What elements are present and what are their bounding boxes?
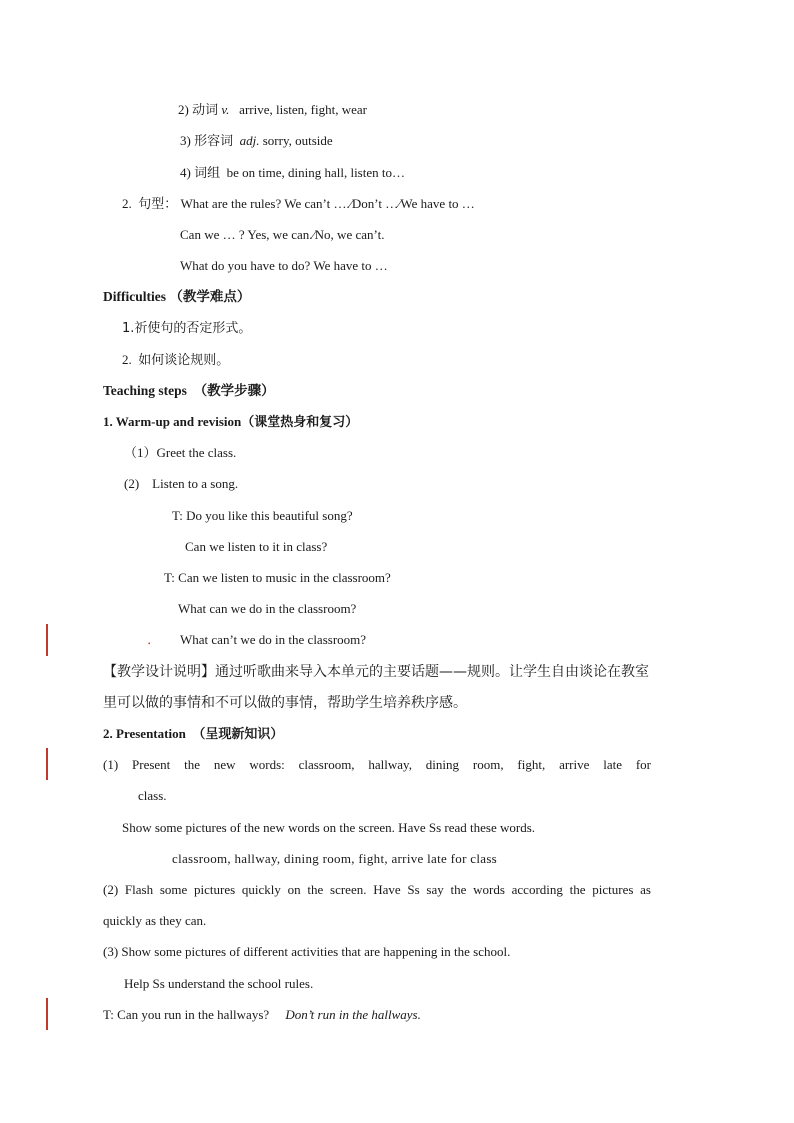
presentation-heading: [103, 725, 283, 744]
vocab-adj-label: 形容词: [194, 134, 234, 149]
revision-mark-3: [46, 998, 48, 1030]
difficulty-item-1: 1.祈使句的否定形式。: [122, 321, 252, 336]
presentation-step-3-instruction: Help Ss understand the school rules.: [124, 976, 314, 991]
difficulty-item-2-text: 如何谈论规则。: [138, 353, 230, 368]
vocab-verb-label: 动词: [192, 103, 219, 118]
sentence-label: 句型：: [138, 197, 178, 212]
sentence-line-2: Can we … ? Yes, we can.⁄No, we can’t.: [180, 227, 385, 242]
presentation-step-1-instruction: Show some pictures of the new words on the screen. Have Ss read these words.: [122, 820, 536, 835]
rule-question: T: Can you run in the hallways?: [103, 1007, 270, 1022]
dialogue-line-2: Can we listen to it in class?: [185, 539, 328, 554]
warmup-step-1: （1）Greet the class.: [124, 445, 237, 460]
warmup-title: 1. Warm-up and revision: [103, 414, 242, 429]
vocab-adj: [180, 132, 333, 151]
presentation-step-1-cont: class.: [138, 788, 167, 803]
revision-mark-1: [46, 624, 48, 656]
difficulties-heading: [103, 288, 250, 306]
vocab-adj-num: 3): [180, 133, 191, 148]
difficulties-title: Difficulties: [103, 289, 166, 304]
warmup-step-2: [124, 475, 238, 493]
difficulty-item-2-num: 2.: [122, 352, 132, 367]
vocab-adj-words: sorry, outside: [262, 133, 333, 148]
sentence-line-1: What are the rules? We can’t ….⁄Don’t …⁄We have to …: [180, 196, 475, 211]
vocab-phrase-label: 词组: [194, 166, 221, 181]
warmup-step-2-num: (2): [124, 476, 140, 491]
difficulty-item-2: [122, 351, 229, 370]
warmup-title-cn: （课堂热身和复习）: [241, 415, 359, 430]
teaching-steps-title-cn: （教学步骤）: [193, 383, 275, 399]
sentence-line-3: What do you have to do? We have to …: [180, 258, 388, 273]
teaching-steps-title: Teaching steps: [103, 383, 187, 398]
presentation-title-cn: （呈现新知识）: [192, 727, 284, 742]
presentation-step-3: (3) Show some pictures of different activities that are happening in the school.: [103, 944, 511, 959]
vocab-verb-pos: v.: [221, 102, 230, 117]
dialogue-line-5: What can’t we do in the classroom?: [180, 632, 367, 647]
vocab-verb-num: 2): [178, 102, 189, 117]
sentence-patterns: [122, 195, 475, 214]
presentation-step-1: (1) Present the new words: classroom, hallway, dining room, fight, arrive late for: [103, 757, 651, 772]
difficulties-title-cn: （教学难点）: [169, 289, 251, 305]
design-note-line-2: 里可以做的事情和不可以做的事情，帮助学生培养秩序感。: [103, 695, 467, 711]
dialogue-line-4: What can we do in the classroom?: [178, 601, 357, 616]
vocab-adj-pos: adj.: [239, 133, 260, 148]
teaching-steps-heading: [103, 382, 275, 400]
vocab-phrase-words: be on time, dining hall, listen to…: [226, 165, 405, 180]
presentation-step-2: (2) Flash some pictures quickly on the screen. Have Ss say the words according the pictures as: [103, 882, 651, 897]
revision-dot: •: [148, 640, 151, 648]
warmup-step-2-text: Listen to a song.: [152, 476, 239, 491]
dialogue-line-1: T: Do you like this beautiful song?: [172, 508, 353, 523]
design-note-line-1: 【教学设计说明】通过听歌曲来导入本单元的主要话题——规则。让学生自由谈论在教室: [103, 664, 649, 680]
rule-answer: Don’t run in the hallways.: [285, 1007, 421, 1022]
revision-mark-2: [46, 748, 48, 780]
new-words-list: classroom, hallway, dining room, fight, arrive late for class: [172, 851, 498, 866]
sentence-num: 2.: [122, 196, 132, 211]
warmup-heading: [103, 413, 358, 432]
presentation-step-2-cont: quickly as they can.: [103, 913, 207, 928]
vocab-verb-words: arrive, listen, fight, wear: [239, 102, 367, 117]
vocab-phrase-num: 4): [180, 165, 191, 180]
dialogue-line-3: T: Can we listen to music in the classroom?: [164, 570, 391, 585]
vocab-phrase: [180, 164, 405, 183]
presentation-title: 2. Presentation: [103, 726, 186, 741]
vocab-verb: [178, 101, 367, 120]
rule-example: [103, 1006, 421, 1024]
